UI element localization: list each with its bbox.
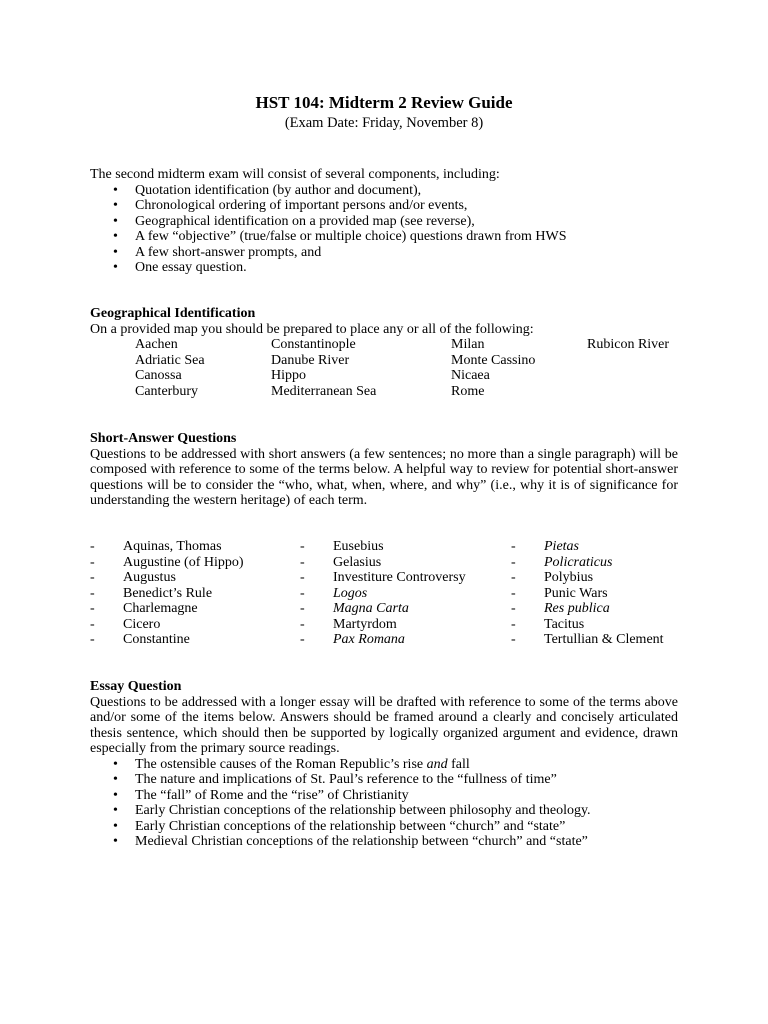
bullet-icon: •: [113, 818, 118, 834]
bullet-icon: •: [113, 182, 118, 198]
list-item: - Polybius: [511, 570, 594, 585]
place-name: Adriatic Sea: [135, 352, 205, 368]
list-item: • A few short-answer prompts, and: [113, 244, 322, 260]
place-name: Rome: [451, 383, 485, 399]
list-item: - Martyrdom: [300, 616, 397, 632]
list-item: • Early Christian conceptions of the relationship between “church” and “state”: [113, 818, 566, 834]
list-item: - Charlemagne: [90, 601, 198, 616]
bullet-icon: •: [113, 260, 118, 275]
list-item: • Early Christian conceptions of the relationship between philosophy and theology.: [113, 803, 591, 818]
list-item: - Magna Carta: [300, 601, 409, 616]
list-item: • The ostensible causes of the Roman Republic’s rise and fall: [113, 756, 470, 772]
exam-date: (Exam Date: Friday, November 8): [284, 115, 484, 131]
list-item: - Tacitus: [511, 616, 585, 632]
geo-places: [90, 337, 678, 399]
essay-heading: Essay Question: [90, 679, 182, 694]
bullet-icon: •: [113, 803, 118, 818]
place-name: Milan: [451, 337, 485, 352]
page-title: HST 104: Midterm 2 Review Guide: [255, 93, 513, 112]
geo-heading: Geographical Identification: [90, 306, 256, 321]
essay-section: [90, 679, 678, 850]
list-item: - Augustine (of Hippo): [90, 554, 244, 570]
bullet-icon: •: [113, 834, 118, 849]
short-answer-heading: Short-Answer Questions: [90, 431, 237, 446]
list-item: - Investiture Controversy: [300, 570, 466, 585]
geo-column: [271, 337, 376, 399]
bullet-icon: •: [113, 787, 118, 803]
geo-column: [587, 337, 669, 353]
intro-text: The second midterm exam will consist of several components, including:: [90, 167, 500, 182]
list-item: • Medieval Christian conceptions of the relationship between “church” and “state”: [113, 834, 588, 849]
terms-column: [511, 539, 664, 648]
essay-topics-list: [90, 757, 678, 850]
bullet-icon: •: [113, 756, 118, 772]
bullet-icon: •: [113, 198, 118, 213]
list-item: - Benedict’s Rule: [90, 585, 213, 601]
list-item: • The nature and implications of St. Paul’s reference to the “fullness of time”: [113, 772, 557, 787]
bullet-icon: •: [113, 229, 118, 244]
place-name: Canossa: [135, 368, 182, 383]
list-item: - Policraticus: [511, 554, 613, 570]
place-name: Hippo: [271, 368, 306, 383]
place-name: Danube River: [271, 352, 350, 368]
list-item: • The “fall” of Rome and the “rise” of Christianity: [113, 787, 409, 803]
list-item: - Punic Wars: [511, 585, 608, 601]
list-item: • Quotation identification (by author and document),: [113, 182, 422, 198]
list-item: - Eusebius: [300, 539, 384, 554]
list-item: - Pietas: [511, 539, 579, 554]
list-item: • Geographical identification on a provided map (see reverse),: [113, 213, 475, 229]
geo-column: [451, 337, 535, 399]
place-name: Constantinople: [271, 337, 356, 352]
essay-text: Questions to be addressed with a longer essay will be drafted with reference to some of the terms above and/or some of the items below. Answers should be framed around a clearly and concisely articulated thesis sentence, which should then be supported by logically organized argument and evidence, drawn especially from the primary source readings.: [90, 694, 678, 756]
place-name: Canterbury: [135, 383, 198, 399]
place-name: Monte Cassino: [451, 352, 536, 368]
list-item: - Constantine: [90, 632, 190, 647]
short-answer-text: Questions to be addressed with short answers (a few sentences; no more than a single paragraph) will be composed with reference to some of the terms below. A helpful way to review for potential short-answer questions will be to consider the “who, what, when, where, and why” (i.e., why it is of significance for understanding the western heritage) of each term.: [90, 446, 678, 508]
list-item: - Augustus: [90, 570, 176, 585]
place-name: Aachen: [135, 337, 178, 352]
terms-list: [90, 539, 678, 649]
list-item: - Gelasius: [300, 554, 382, 570]
list-item: • Chronological ordering of important persons and/or events,: [113, 198, 468, 213]
terms-column: [300, 539, 466, 648]
short-answer-section: [90, 431, 678, 509]
components-list: [90, 183, 678, 276]
place-name: Nicaea: [451, 368, 490, 383]
place-name: Mediterranean Sea: [271, 383, 377, 399]
list-item: - Tertullian & Clement: [511, 632, 664, 647]
list-item: - Res publica: [511, 601, 610, 616]
list-item: • One essay question.: [113, 260, 247, 275]
geo-text: On a provided map you should be prepared to place any or all of the following:: [90, 321, 534, 337]
bullet-icon: •: [113, 213, 118, 229]
place-name: Rubicon River: [587, 337, 670, 352]
bullet-icon: •: [113, 244, 118, 260]
list-item: - Logos: [300, 585, 368, 601]
list-item: - Aquinas, Thomas: [90, 539, 222, 554]
list-item: - Cicero: [90, 616, 161, 632]
list-item: • A few “objective” (true/false or multiple choice) questions drawn from HWS: [113, 229, 567, 244]
geo-section: [90, 306, 678, 399]
terms-column: [90, 539, 244, 648]
bullet-icon: •: [113, 772, 118, 787]
intro-section: [90, 167, 678, 276]
list-item: - Pax Romana: [300, 632, 405, 647]
geo-column: [135, 337, 205, 399]
